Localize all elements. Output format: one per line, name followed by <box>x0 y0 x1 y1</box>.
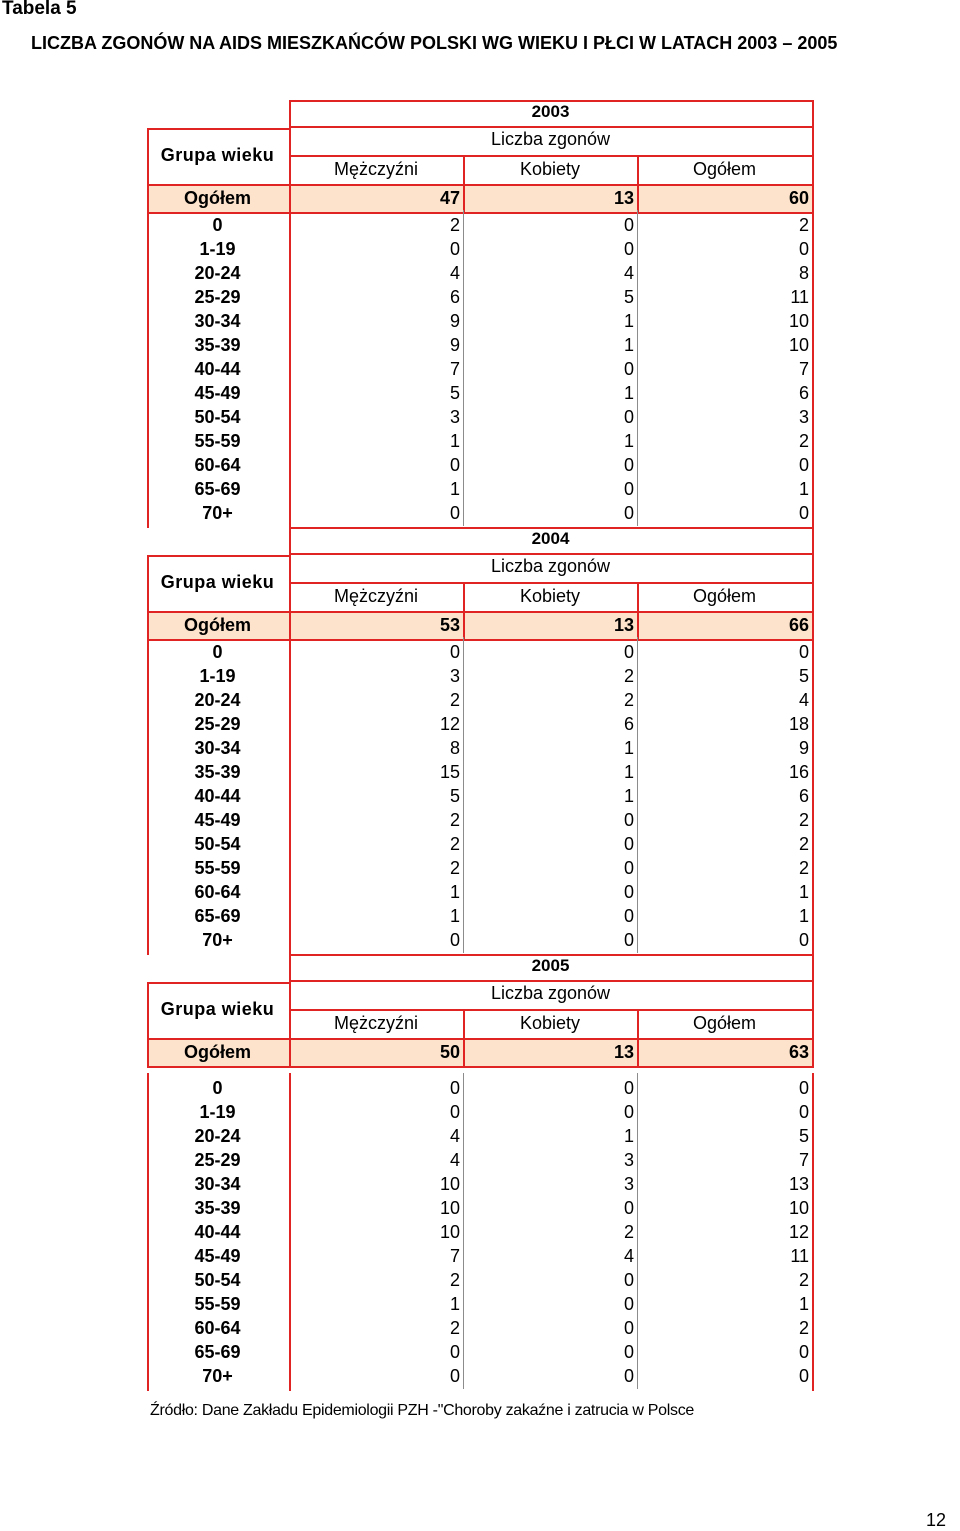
total-value: 2 <box>798 1318 809 1338</box>
table-row <box>0 1198 960 1222</box>
age-group-cell: 30-34 <box>194 1174 241 1194</box>
document-title <box>31 33 837 54</box>
men-value: 0 <box>449 930 460 950</box>
age-group-header: Grupa wieku <box>160 999 275 1019</box>
women-value: 0 <box>623 858 634 878</box>
total-column-header: Ogółem <box>692 159 757 179</box>
table-row <box>0 1222 960 1246</box>
table-row <box>0 642 960 666</box>
women-value: 0 <box>623 1318 634 1338</box>
age-group-cell: 40-44 <box>194 786 241 806</box>
men-value: 5 <box>449 383 460 403</box>
women-value: 0 <box>623 1366 634 1386</box>
table-row <box>0 834 960 858</box>
deaths-header: Liczba zgonów <box>490 129 611 149</box>
table-border <box>289 1009 812 1011</box>
women-value: 0 <box>623 882 634 902</box>
men-value: 2 <box>449 834 460 854</box>
total-value: 1 <box>798 906 809 926</box>
men-value: 6 <box>449 287 460 307</box>
table-row <box>0 239 960 263</box>
table-border <box>637 584 639 613</box>
age-group-cell: 60-64 <box>194 882 241 902</box>
age-group-cell: 1-19 <box>199 666 236 686</box>
age-group-cell: 25-29 <box>194 287 241 307</box>
total-value: 1 <box>798 479 809 499</box>
women-value: 2 <box>623 690 634 710</box>
table-border <box>147 1066 812 1068</box>
table-border <box>463 157 465 186</box>
total-value: 7 <box>798 359 809 379</box>
table-row <box>0 1102 960 1126</box>
age-group-cell: 30-34 <box>194 738 241 758</box>
age-group-cell: 60-64 <box>194 1318 241 1338</box>
table-border <box>289 126 812 128</box>
table-row <box>0 666 960 690</box>
age-group-cell: 55-59 <box>194 858 241 878</box>
document-title-text: LICZBA ZGONÓW NA AIDS MIESZKAŃCÓW POLSKI WG WIEKU I PŁCI W LATACH 2003 – 2005 <box>31 33 838 53</box>
table-row <box>0 786 960 810</box>
total-value: 12 <box>788 1222 809 1242</box>
men-value: 0 <box>449 1102 460 1122</box>
total-value: 13 <box>613 615 634 635</box>
men-value: 7 <box>449 359 460 379</box>
women-value: 0 <box>623 1342 634 1362</box>
table-row <box>0 882 960 906</box>
table-row <box>0 930 960 954</box>
table-border <box>147 212 812 214</box>
table-row <box>0 1078 960 1102</box>
year-header: 2004 <box>531 529 570 548</box>
age-group-cell: 20-24 <box>194 263 241 283</box>
table-row <box>0 407 960 431</box>
age-group-cell: 65-69 <box>194 906 241 926</box>
total-value: 0 <box>798 455 809 475</box>
age-group-cell: 70+ <box>202 1366 233 1386</box>
total-value: 2 <box>798 1270 809 1290</box>
total-value: 0 <box>798 642 809 662</box>
men-value: 10 <box>439 1222 460 1242</box>
table-row <box>0 858 960 882</box>
men-value: 10 <box>439 1198 460 1218</box>
table-row <box>0 1126 960 1150</box>
age-group-cell: 55-59 <box>194 431 241 451</box>
total-value: 6 <box>798 383 809 403</box>
table-border <box>147 639 812 641</box>
table-border <box>147 555 289 557</box>
women-value: 0 <box>623 906 634 926</box>
table-border <box>812 527 814 613</box>
men-value: 1 <box>449 1294 460 1314</box>
total-row-label: Ogółem <box>183 615 251 635</box>
table-border <box>812 954 814 1040</box>
table-border <box>147 982 289 984</box>
table-row <box>0 215 960 239</box>
age-group-cell: 45-49 <box>194 810 241 830</box>
age-group-cell: 55-59 <box>194 1294 241 1314</box>
age-group-cell: 20-24 <box>194 690 241 710</box>
age-group-cell: 35-39 <box>194 762 241 782</box>
table-row <box>0 1294 960 1318</box>
total-value: 1 <box>798 1294 809 1314</box>
men-value: 12 <box>439 714 460 734</box>
total-value: 16 <box>788 762 809 782</box>
women-value: 0 <box>623 834 634 854</box>
total-column-header: Ogółem <box>692 1013 757 1033</box>
men-value: 2 <box>449 810 460 830</box>
table-row <box>0 906 960 930</box>
age-group-cell: 45-49 <box>194 383 241 403</box>
total-value: 10 <box>788 1198 809 1218</box>
total-value: 2 <box>798 810 809 830</box>
table-row <box>0 287 960 311</box>
total-value: 1 <box>798 882 809 902</box>
women-value: 0 <box>623 479 634 499</box>
page-number: 12 <box>925 1510 946 1530</box>
men-value: 2 <box>449 690 460 710</box>
total-value: 11 <box>790 287 809 307</box>
total-value: 13 <box>613 1042 634 1062</box>
women-value: 1 <box>623 311 634 331</box>
total-row-label: Ogółem <box>183 188 251 208</box>
men-column-header: Mężczyźni <box>333 586 418 606</box>
women-value: 1 <box>623 383 634 403</box>
table-border <box>289 582 812 584</box>
age-group-cell: 70+ <box>202 930 233 950</box>
women-value: 1 <box>623 1126 634 1146</box>
women-column-header: Kobiety <box>519 159 581 179</box>
age-group-header: Grupa wieku <box>160 572 275 592</box>
men-value: 0 <box>449 239 460 259</box>
men-value: 3 <box>449 407 460 427</box>
men-value: 1 <box>449 906 460 926</box>
men-value: 9 <box>449 311 460 331</box>
total-value: 10 <box>788 311 809 331</box>
age-group-cell: 40-44 <box>194 359 241 379</box>
table-border <box>289 954 291 1040</box>
total-value: 0 <box>798 239 809 259</box>
table-border <box>147 1040 149 1068</box>
age-group-header: Grupa wieku <box>160 145 275 165</box>
age-group-cell: 25-29 <box>194 1150 241 1170</box>
women-value: 0 <box>623 407 634 427</box>
men-value: 2 <box>449 1270 460 1290</box>
total-value: 2 <box>798 215 809 235</box>
year-header: 2003 <box>531 102 570 121</box>
table-row <box>0 1366 960 1390</box>
table-border <box>463 1040 465 1068</box>
table-row <box>0 455 960 479</box>
women-value: 1 <box>623 762 634 782</box>
table-row <box>0 431 960 455</box>
women-value: 0 <box>623 1078 634 1098</box>
total-value: 53 <box>439 615 460 635</box>
age-group-cell: 25-29 <box>194 714 241 734</box>
table-border <box>289 954 812 956</box>
total-value: 50 <box>439 1042 460 1062</box>
age-group-cell: 45-49 <box>194 1246 241 1266</box>
table-border <box>289 1040 291 1068</box>
total-value: 7 <box>798 1150 809 1170</box>
women-value: 1 <box>623 335 634 355</box>
total-value: 47 <box>439 188 460 208</box>
total-value: 66 <box>788 615 809 635</box>
age-group-cell: 30-34 <box>194 311 241 331</box>
table-row <box>0 1246 960 1270</box>
deaths-header: Liczba zgonów <box>490 556 611 576</box>
men-value: 8 <box>449 738 460 758</box>
total-value: 18 <box>788 714 809 734</box>
men-value: 1 <box>449 479 460 499</box>
total-value: 0 <box>798 1102 809 1122</box>
total-value: 3 <box>798 407 809 427</box>
table-border <box>463 584 465 613</box>
table-border <box>147 128 289 130</box>
women-value: 0 <box>623 930 634 950</box>
men-value: 0 <box>449 455 460 475</box>
men-value: 0 <box>449 1078 460 1098</box>
age-group-cell: 0 <box>212 215 223 235</box>
women-value: 0 <box>623 642 634 662</box>
table-row <box>0 479 960 503</box>
table-row <box>0 1270 960 1294</box>
total-value: 5 <box>798 1126 809 1146</box>
age-group-cell: 65-69 <box>194 1342 241 1362</box>
table-row <box>0 383 960 407</box>
table-border <box>289 100 812 102</box>
men-value: 0 <box>449 1366 460 1386</box>
table-border <box>637 157 639 186</box>
age-group-cell: 70+ <box>202 503 233 523</box>
age-group-cell: 50-54 <box>194 834 241 854</box>
table-border <box>812 1040 814 1068</box>
total-column-header: Ogółem <box>692 586 757 606</box>
table-row <box>0 1174 960 1198</box>
women-value: 0 <box>623 215 634 235</box>
table-border <box>289 980 812 982</box>
women-value: 0 <box>623 810 634 830</box>
table-row <box>0 1318 960 1342</box>
men-value: 7 <box>449 1246 460 1266</box>
age-group-cell: 35-39 <box>194 335 241 355</box>
men-value: 3 <box>449 666 460 686</box>
total-value: 0 <box>798 1366 809 1386</box>
table-border <box>463 1011 465 1040</box>
table-label: Tabela 5 <box>2 0 77 19</box>
table-row <box>0 714 960 738</box>
table-row <box>0 335 960 359</box>
total-value: 5 <box>798 666 809 686</box>
total-value: 0 <box>798 1342 809 1362</box>
age-group-cell: 60-64 <box>194 455 241 475</box>
table-border <box>289 155 812 157</box>
source-note: Źródło: Dane Zakładu Epidemiologii PZH -"Choroby zakaźne i zatrucia w Polsce <box>150 1402 695 1419</box>
table-row <box>0 1342 960 1366</box>
men-value: 1 <box>449 882 460 902</box>
total-value: 60 <box>788 188 809 208</box>
table-row <box>0 359 960 383</box>
age-group-cell: 65-69 <box>194 479 241 499</box>
women-column-header: Kobiety <box>519 1013 581 1033</box>
total-value: 10 <box>788 335 809 355</box>
women-value: 2 <box>623 1222 634 1242</box>
table-border <box>289 527 291 613</box>
men-value: 2 <box>449 1318 460 1338</box>
men-column-header: Mężczyźni <box>333 159 418 179</box>
table-row <box>0 503 960 527</box>
table-border <box>147 128 149 186</box>
total-value: 13 <box>788 1174 809 1194</box>
total-value: 4 <box>798 690 809 710</box>
total-value: 2 <box>798 431 809 451</box>
table-row <box>0 263 960 287</box>
table-border <box>812 100 814 186</box>
women-value: 1 <box>623 738 634 758</box>
women-value: 0 <box>623 1102 634 1122</box>
women-value: 2 <box>623 666 634 686</box>
total-value: 8 <box>798 263 809 283</box>
total-value: 2 <box>798 834 809 854</box>
men-value: 0 <box>449 503 460 523</box>
women-value: 0 <box>623 1270 634 1290</box>
women-value: 5 <box>623 287 634 307</box>
age-group-cell: 20-24 <box>194 1126 241 1146</box>
women-value: 0 <box>623 1198 634 1218</box>
men-value: 9 <box>449 335 460 355</box>
age-group-cell: 0 <box>212 642 223 662</box>
age-group-cell: 35-39 <box>194 1198 241 1218</box>
age-group-cell: 1-19 <box>199 239 236 259</box>
women-value: 4 <box>623 1246 634 1266</box>
table-row <box>0 738 960 762</box>
men-value: 5 <box>449 786 460 806</box>
women-value: 0 <box>623 239 634 259</box>
women-value: 3 <box>623 1174 634 1194</box>
age-group-cell: 50-54 <box>194 407 241 427</box>
age-group-cell: 40-44 <box>194 1222 241 1242</box>
table-border <box>289 553 812 555</box>
table-row <box>0 810 960 834</box>
total-value: 0 <box>798 1078 809 1098</box>
table-border <box>147 555 149 613</box>
women-value: 1 <box>623 431 634 451</box>
total-value: 11 <box>790 1246 809 1266</box>
women-value: 0 <box>623 503 634 523</box>
men-value: 4 <box>449 263 460 283</box>
table-border <box>637 1011 639 1040</box>
men-value: 1 <box>449 431 460 451</box>
age-group-cell: 1-19 <box>199 1102 236 1122</box>
age-group-cell: 0 <box>212 1078 223 1098</box>
men-value: 2 <box>449 215 460 235</box>
total-value: 0 <box>798 930 809 950</box>
table-row <box>0 1150 960 1174</box>
total-value: 6 <box>798 786 809 806</box>
total-value: 0 <box>798 503 809 523</box>
table-row <box>0 762 960 786</box>
men-column-header: Mężczyźni <box>333 1013 418 1033</box>
total-value: 63 <box>788 1042 809 1062</box>
table-row <box>0 311 960 335</box>
table-border <box>289 527 812 529</box>
women-value: 4 <box>623 263 634 283</box>
men-value: 4 <box>449 1150 460 1170</box>
total-row-label: Ogółem <box>183 1042 251 1062</box>
total-value: 9 <box>798 738 809 758</box>
men-value: 10 <box>439 1174 460 1194</box>
men-value: 4 <box>449 1126 460 1146</box>
men-value: 0 <box>449 642 460 662</box>
women-value: 0 <box>623 1294 634 1314</box>
age-group-cell: 50-54 <box>194 1270 241 1290</box>
women-value: 6 <box>623 714 634 734</box>
year-header: 2005 <box>531 956 570 975</box>
total-value: 2 <box>798 858 809 878</box>
women-value: 1 <box>623 786 634 806</box>
table-border <box>637 1040 639 1068</box>
men-value: 0 <box>449 1342 460 1362</box>
deaths-header: Liczba zgonów <box>490 983 611 1003</box>
women-value: 0 <box>623 359 634 379</box>
women-value: 3 <box>623 1150 634 1170</box>
women-value: 0 <box>623 455 634 475</box>
men-value: 15 <box>439 762 460 782</box>
table-border <box>289 100 291 186</box>
table-row <box>0 690 960 714</box>
men-value: 2 <box>449 858 460 878</box>
total-value: 13 <box>613 188 634 208</box>
table-border <box>147 982 149 1040</box>
women-column-header: Kobiety <box>519 586 581 606</box>
